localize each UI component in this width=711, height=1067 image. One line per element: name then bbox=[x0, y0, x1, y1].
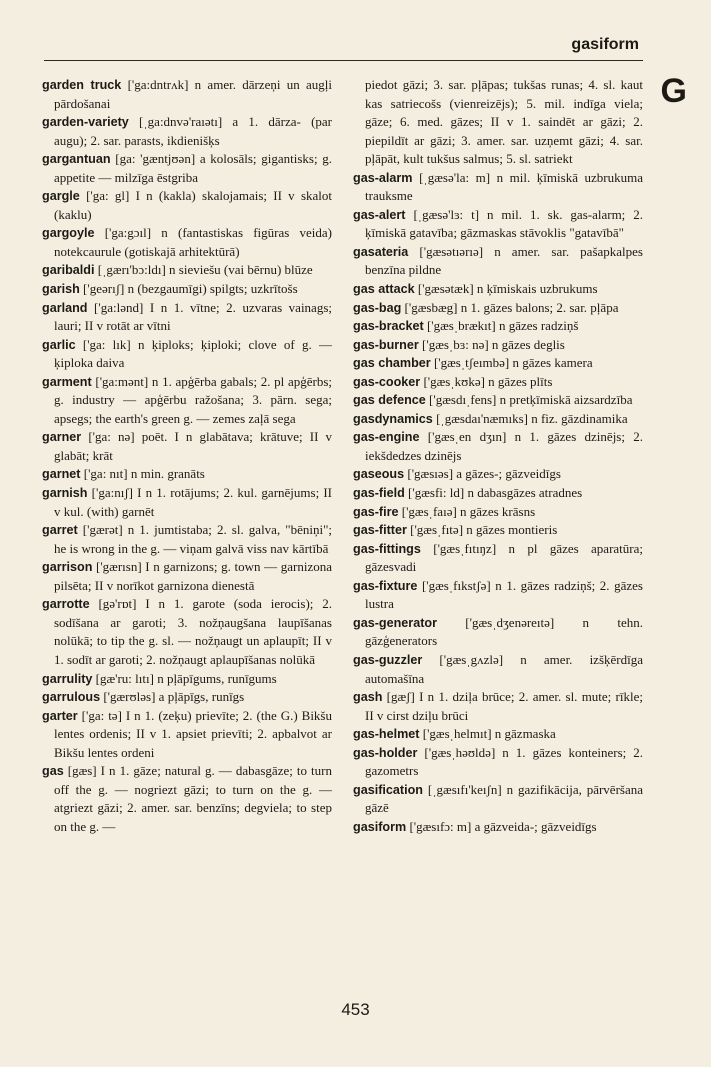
dictionary-entry bbox=[42, 336, 332, 373]
dictionary-entry bbox=[353, 503, 643, 522]
entry-headword: garibaldi bbox=[42, 263, 95, 278]
entry-headword: gas defence bbox=[353, 393, 426, 408]
entry-headword: gas-bracket bbox=[353, 319, 424, 334]
dictionary-entry bbox=[353, 169, 643, 206]
entry-headword: gas-field bbox=[353, 486, 405, 501]
dictionary-entry bbox=[353, 725, 643, 744]
entry-definition: ['ga:gɔıl] n (fantastiskas figūras veida) notekcaurule (gotiskajā arhitektūrā) bbox=[54, 225, 333, 259]
entry-definition: ['gæsfi: ld] n dabasgāzes atradnes bbox=[408, 485, 583, 501]
entry-headword: gas-generator bbox=[353, 615, 437, 630]
dictionary-entry bbox=[42, 428, 332, 465]
entry-definition: ['gæsˌhəʊldə] n 1. gāzes konteiners; 2. gazometrs bbox=[365, 744, 644, 779]
dictionary-entry bbox=[353, 373, 643, 392]
dictionary-entry bbox=[42, 688, 332, 707]
entry-headword: gasiform bbox=[353, 819, 407, 834]
entry-headword: garnish bbox=[42, 486, 88, 501]
entry-definition: [ˌga:dnvə'raıətı] a 1. dārza- (par augu); 2. sar. parasts, ikdienišķs bbox=[54, 114, 332, 148]
entry-definition: ['gæsˌtʃeımbə] n gāzes kamera bbox=[433, 355, 593, 371]
dictionary-entry bbox=[353, 540, 643, 577]
dictionary-entry bbox=[353, 354, 643, 373]
dictionary-entry bbox=[42, 484, 332, 521]
entry-headword: gas-engine bbox=[353, 430, 420, 445]
dictionary-entry bbox=[353, 465, 643, 484]
entry-headword: gas-bag bbox=[353, 300, 402, 315]
entry-definition: ['ga: nə] poēt. I n glabātava; krātuve; II v glabāt; krāt bbox=[54, 429, 333, 463]
entry-headword: gas attack bbox=[353, 282, 415, 297]
entry-definition: ['ga: gl] I n (kakla) skalojamais; II v skalot (kaklu) bbox=[54, 188, 332, 222]
dictionary-entry bbox=[42, 187, 332, 224]
thumb-index-letter: G bbox=[660, 72, 687, 110]
entry-definition: ['gæsˌgʌzlə] n amer. izšķērdīga automašīna bbox=[365, 651, 643, 686]
entry-headword: gaseous bbox=[353, 467, 405, 482]
dictionary-entry bbox=[42, 707, 332, 763]
entry-headword: gas bbox=[42, 764, 64, 779]
entry-definition: ['gærət] n 1. jumtistaba; 2. sl. galva, "bēniņi"; he is wrong in the g. — viņam galvā viss nav kārtībā bbox=[54, 522, 332, 556]
entry-definition: ['gæsˌfıtə] n gāzes montieris bbox=[410, 522, 558, 538]
entry-definition: ['gæsˌdʒenəreıtə] n tehn. gāzģenerators bbox=[365, 614, 643, 649]
entry-definition: ['gæsˌkʊkə] n gāzes plīts bbox=[423, 373, 553, 389]
dictionary-entry bbox=[353, 577, 643, 614]
entry-definition: ['gæsətıərıə] n amer. sar. pašapkalpes benzīna pildne bbox=[365, 243, 643, 278]
entry-headword: gas-alarm bbox=[353, 170, 413, 185]
entry-definition: ['ga:dntrʌk] n amer. dārzeņi un augļi pārdošanai bbox=[54, 77, 332, 111]
dictionary-entry bbox=[42, 299, 332, 336]
entry-definition: [ga: 'gæntjʊən] a kolosāls; gigantisks; g. appetite — milzīga ēstgriba bbox=[54, 151, 333, 185]
dictionary-entry bbox=[353, 317, 643, 336]
entry-headword: garrulity bbox=[42, 671, 93, 686]
entry-definition: ['gæsıəs] a gāzes-; gāzveidīgs bbox=[407, 466, 561, 482]
entry-definition: ['gærısn] I n garnizons; g. town — garnizona pilsēta; II v norīkot garnizona dienestā bbox=[54, 559, 333, 593]
dictionary-entry bbox=[353, 818, 643, 837]
entry-definition: ['ga:lənd] I n 1. vītne; 2. uzvaras vainags; lauri; II v rotāt ar vītni bbox=[54, 299, 332, 334]
dictionary-entry bbox=[353, 299, 643, 318]
dictionary-entry bbox=[353, 484, 643, 503]
entry-headword: gas-cooker bbox=[353, 374, 421, 389]
dictionary-entry bbox=[42, 373, 332, 429]
right-column bbox=[353, 76, 643, 836]
entry-headword: gasification bbox=[353, 782, 423, 797]
dictionary-entry bbox=[353, 688, 643, 725]
entry-headword: garret bbox=[42, 523, 78, 538]
entry-headword: garish bbox=[42, 282, 80, 297]
entry-headword: gargoyle bbox=[42, 226, 95, 241]
dictionary-entry bbox=[353, 391, 643, 410]
dictionary-entry bbox=[42, 113, 332, 150]
entry-definition: ['gæsˌhelmıt] n gāzmaska bbox=[422, 726, 556, 742]
entry-headword: gargantuan bbox=[42, 152, 111, 167]
entry-headword: gas-guzzler bbox=[353, 652, 423, 667]
entry-definition: ['gæsˌfaıə] n gāzes krāsns bbox=[401, 503, 536, 519]
entry-definition: ['ga:mənt] n 1. apģērba gabals; 2. pl apģērbs; g. industry — apģērbu ražošana; 3. pārn. sega; apsegs; the earth's green g. — zemes zaļā sega bbox=[54, 373, 332, 426]
entry-definition: piedot gāzi; 3. sar. pļāpas; tukšas runas; 4. sl. kaut kas satriecošs (vienreizējs); 5. mil. indīga viela; gāze; 6. med. gāzes; II v 1. saindēt ar gāzi; 2. piepildīt ar gāzi; 3. amer. sar. uzņemt gāzi; 4. sar. pļāpāt, kult tukšus salmus; 5. sl. satriekt bbox=[365, 77, 643, 167]
dictionary-entry bbox=[42, 76, 332, 113]
entry-headword: garrison bbox=[42, 560, 93, 575]
dictionary-entry bbox=[42, 261, 332, 280]
entry-headword: garlic bbox=[42, 337, 76, 352]
entry-headword: garden truck bbox=[42, 78, 122, 92]
entry-headword: gas chamber bbox=[353, 356, 431, 371]
dictionary-entry bbox=[42, 521, 332, 558]
entry-headword: gas-helmet bbox=[353, 727, 420, 742]
entry-headword: gasateria bbox=[353, 244, 409, 259]
entry-headword: garment bbox=[42, 374, 92, 389]
entry-headword: garden-variety bbox=[42, 115, 129, 130]
dictionary-entry bbox=[353, 521, 643, 540]
entry-headword: gargle bbox=[42, 189, 80, 204]
running-head: gasiform bbox=[571, 36, 639, 53]
dictionary-entry bbox=[42, 762, 332, 836]
page-number: 453 bbox=[341, 1000, 370, 1019]
entry-headword: garter bbox=[42, 708, 78, 723]
dictionary-entry bbox=[353, 76, 643, 169]
dictionary-entry bbox=[42, 465, 332, 484]
dictionary-entry bbox=[42, 558, 332, 595]
entry-definition: ['gærʊləs] a pļāpīgs, runīgs bbox=[103, 689, 245, 705]
dictionary-entry bbox=[42, 224, 332, 261]
entry-definition: [gæ'ru: lıtı] n pļāpīgums, runīgums bbox=[95, 670, 277, 686]
entry-headword: garnet bbox=[42, 467, 81, 482]
entry-definition: ['ga: tə] I n 1. (zeķu) prievīte; 2. (the G.) Bikšu lentes ordenis; II v 1. apsiet prievīti; 2. apbalvot ar Bikšu lentes ordeni bbox=[54, 707, 332, 760]
dictionary-entry bbox=[353, 744, 643, 781]
entry-definition: ['gæsbæg] n 1. gāzes balons; 2. sar. pļāpa bbox=[404, 299, 619, 315]
entry-definition: ['gæsˌfıtıŋz] n pl gāzes aparatūra; gāzesvadi bbox=[365, 540, 644, 575]
dictionary-entry bbox=[42, 280, 332, 299]
dictionary-entry bbox=[42, 595, 332, 669]
header-rule bbox=[44, 60, 643, 61]
entry-headword: garland bbox=[42, 300, 88, 315]
entry-definition: [ˌgæsə'la: m] n mil. ķīmiskā uzbrukuma trauksme bbox=[365, 169, 644, 204]
dictionary-entry bbox=[353, 206, 643, 243]
entry-headword: garrulous bbox=[42, 690, 101, 705]
dictionary-entry bbox=[353, 651, 643, 688]
dictionary-entry bbox=[353, 336, 643, 355]
entry-headword: gas-alert bbox=[353, 207, 406, 222]
entry-definition: ['gæsˌfıkstʃə] n 1. gāzes radziņš; 2. gāzes lustra bbox=[365, 577, 643, 612]
entry-headword: gas-burner bbox=[353, 337, 419, 352]
entry-definition: ['gæsdıˌfens] n pretķīmiskā aizsardzība bbox=[429, 392, 633, 408]
entry-definition: [gæs] I n 1. gāze; natural g. — dabasgāze; to turn off the g. — nogriezt gāzi; to turn on the g. — atgriezt gāzi; 2. amer. sar. benzīns; degviela; to step on the g. — bbox=[54, 763, 332, 834]
entry-definition: [ˌgæsdaı'næmıks] n fiz. gāzdinamika bbox=[436, 410, 628, 426]
entry-definition: ['gæsˌbrækıt] n gāzes radziņš bbox=[426, 318, 579, 334]
dictionary-entry bbox=[353, 243, 643, 280]
entry-headword: gas-fixture bbox=[353, 578, 418, 593]
dictionary-entry bbox=[353, 781, 643, 818]
entry-headword: gas-holder bbox=[353, 745, 418, 760]
entry-headword: garner bbox=[42, 430, 82, 445]
entry-definition: [gə'rɒt] I n 1. garote (soda ierocis); 2. sodīšana ar garoti; 3. nožņaugšana laupīšanas nolūkā; to tip the g. sl. — nožņaugt un aplaupīt; II v 1. sodīt ar garoti; 2. nožņaugt aplaupīšanas nolūkā bbox=[54, 596, 332, 667]
dictionary-entry bbox=[353, 280, 643, 299]
entry-definition: ['gæsˌbɜ: nə] n gāzes deglis bbox=[422, 336, 565, 352]
dictionary-entry bbox=[42, 670, 332, 689]
entry-definition: ['ga: nıt] n min. granāts bbox=[83, 466, 205, 482]
dictionary-entry bbox=[42, 150, 332, 187]
entry-definition: ['gæsˌen dʒın] n 1. gāzes dzinējs; 2. iekšdedzes dzinējs bbox=[365, 429, 644, 463]
entry-definition: ['gæsıfɔ: m] a gāzveida-; gāzveidīgs bbox=[409, 818, 597, 834]
entry-headword: gas-fittings bbox=[353, 541, 421, 556]
entry-headword: garrotte bbox=[42, 597, 90, 612]
entry-headword: gash bbox=[353, 690, 383, 705]
entry-headword: gasdynamics bbox=[353, 411, 433, 426]
dictionary-entry bbox=[353, 614, 643, 651]
dictionary-entry bbox=[353, 428, 643, 465]
entry-definition: ['ga:nıʃ] I n 1. rotājums; 2. kul. garnējums; II v kul. (with) garnēt bbox=[54, 485, 333, 519]
entry-definition: ['gæsətæk] n ķīmiskais uzbrukums bbox=[417, 281, 598, 297]
entry-headword: gas-fire bbox=[353, 504, 399, 519]
entry-definition: ['ga: lık] n ķiploks; ķiploki; clove of g. — ķiploka daiva bbox=[54, 336, 332, 371]
entry-definition: [ˌgæsıfı'keıʃn] n gazifikācija, pārvēršana gāzē bbox=[365, 781, 644, 816]
entry-definition: [ˌgæsə'lɜ: t] n mil. 1. sk. gas-alarm; 2. ķīmiskā gatavība; gāzmaskas stāvoklis "gatavībā" bbox=[365, 206, 643, 241]
entry-definition: [gæʃ] I n 1. dziļa brūce; 2. amer. sl. mute; rīkle; II v cirst dziļu brūci bbox=[365, 689, 643, 723]
left-column bbox=[42, 76, 332, 836]
entry-headword: gas-fitter bbox=[353, 523, 407, 538]
dictionary-entry bbox=[353, 410, 643, 429]
entry-definition: ['geərıʃ] n (bezgaumīgi) spilgts; uzkrītošs bbox=[83, 281, 298, 297]
entry-definition: [ˌgærı'bɔ:ldı] n sieviešu (vai bērnu) blūze bbox=[97, 262, 313, 278]
